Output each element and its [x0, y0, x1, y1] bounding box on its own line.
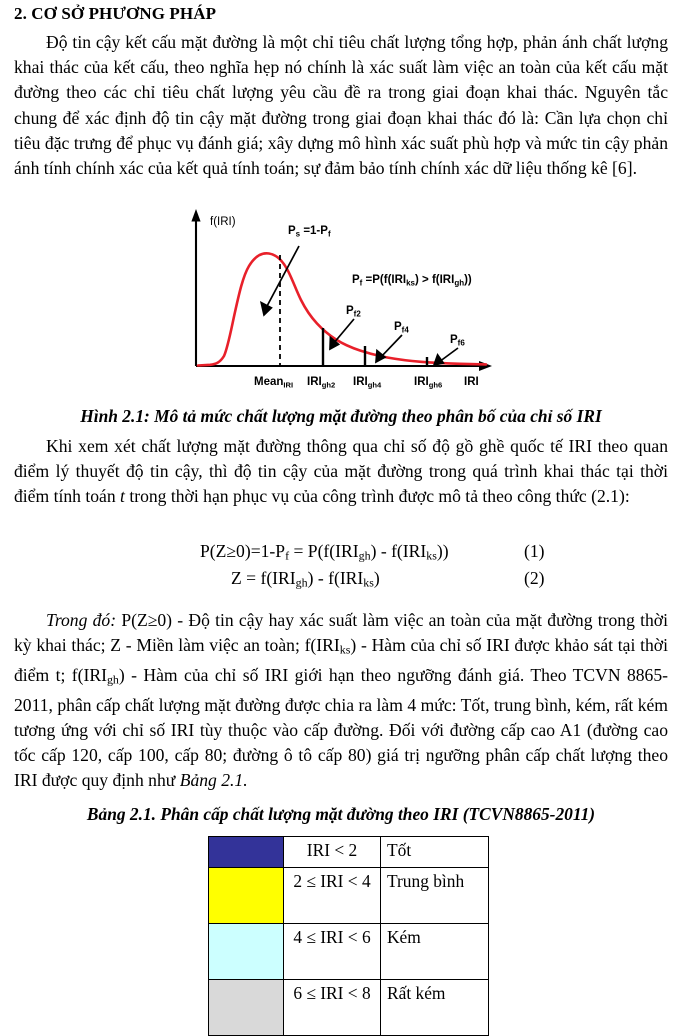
- table-cell-range: 6 ≤ IRI < 8: [284, 980, 381, 1036]
- table-cell-range: 2 ≤ IRI < 4: [284, 868, 381, 924]
- x-tick-label-gh6: $IRI_{gh6}$: [414, 376, 443, 390]
- table-cell-color-swatch: [209, 924, 284, 980]
- table-cell-color-swatch: [209, 868, 284, 924]
- table-cell-label: Trung bình: [381, 868, 489, 924]
- arrow-pf2: [333, 319, 354, 344]
- table-cell-range: 4 ≤ IRI < 6: [284, 924, 381, 980]
- paragraph-iri-quality: Khi xem xét chất lượng mặt đường thông qua chỉ số độ gồ ghề quốc tế IRI theo quan điểm lý thuyết độ tin cậy, thì độ tin cậy của mặt đường trong quá trình khai thác tại thời điểm tính toán t trong thời hạn phục vụ của công trình được mô tả theo công thức (2.1):: [14, 436, 668, 507]
- table-row: [209, 837, 489, 868]
- table-cell-color-swatch: [209, 837, 284, 868]
- y-axis-label: f(IRI): [210, 216, 236, 228]
- formula-row-2: [14, 568, 668, 594]
- arrow-ps: [266, 246, 299, 308]
- table-cell-color-swatch: [209, 980, 284, 1036]
- annotation-pf-formula: $P_f =P(f(IRI_{ks}) > f(IRI_{gh}))$: [352, 274, 472, 288]
- x-tick-label-gh4: $IRI_{gh4}$: [353, 376, 382, 390]
- x-tick-label-gh2: $IRI_{gh2}$: [307, 376, 336, 390]
- formula-1-number: (1): [524, 541, 545, 561]
- annotation-pf2: $P_{f2}$: [346, 305, 361, 319]
- annotation-pf4: $P_{f4}$: [394, 321, 409, 335]
- annotation-pf6: $P_{f6}$: [450, 334, 465, 348]
- color-swatch-dark-blue: [209, 837, 283, 867]
- table-caption: Bảng 2.1. Phân cấp chất lượng mặt đường theo IRI (TCVN8865-2011): [86, 804, 596, 824]
- table-cell-range: IRI < 2: [284, 837, 381, 868]
- color-swatch-yellow: [209, 868, 283, 923]
- table-cell-label: Tốt: [381, 837, 489, 868]
- page-title: 2. CƠ SỞ PHƯƠNG PHÁP: [14, 4, 217, 23]
- figure-iri-distribution: [176, 204, 506, 400]
- formula-2-body: $Z = f(IRI_{gh}) - f(IRI_{ks})$: [231, 568, 380, 590]
- x-tick-label-mean: Mean$_{IRI}$: [254, 376, 294, 390]
- figure-caption: Hình 2.1: Mô tả mức chất lượng mặt đường theo phân bố của chỉ số IRI: [80, 406, 602, 426]
- table-row: [209, 980, 489, 1036]
- formula-1-body: $P(Z\ge 0)=1-P_f = P(f(IRI_{gh}) - f(IRI_{ks}))$: [200, 541, 449, 563]
- x-axis-title: IRI: [464, 376, 479, 388]
- annotation-ps: $P_s =1-P_f$: [288, 225, 331, 239]
- table-cell-label: Kém: [381, 924, 489, 980]
- iri-classification-table: [208, 836, 489, 1036]
- paragraph-definitions: Trong đó: P(Z≥0) - Độ tin cậy hay xác suất làm việc an toàn của mặt đường trong thời kỳ khai thác; Z - Miền làm việc an toàn; $f(IRI_{ks})$ - Hàm của chỉ số IRI được khảo sát tại thời điểm t; $f(IRI_{gh})$ - Hàm của chỉ số IRI giới hạn theo ngưỡng đánh giá. Theo TCVN 8865-2011, phân cấp chất lượng mặt đường được chia ra làm 4 mức: Tốt, trung bình, kém, rất kém tương ứng với chỉ số IRI tùy thuộc vào cấp đường. Đối với đường cấp cao A1 (đường cao tốc cấp 120, cấp 100, cấp 80; đường ô tô cấp 80) giá trị ngưỡng phân cấp chất lượng theo IRI được quy định như Bảng 2.1.: [14, 610, 668, 791]
- formula-2-number: (2): [524, 568, 545, 588]
- density-curve: [198, 253, 486, 365]
- color-swatch-light-cyan: [209, 924, 283, 979]
- color-swatch-light-gray: [209, 980, 283, 1035]
- table-row: [209, 924, 489, 980]
- arrow-pf4: [380, 335, 402, 358]
- paragraph-intro: Độ tin cậy kết cấu mặt đường là một chỉ tiêu chất lượng tổng hợp, phản ánh chất lượng khai thác của kết cấu, theo nghĩa hẹp nó chính là xác suất làm việc an toàn của kết cấu mặt đường theo các chỉ tiêu chất lượng yêu cầu đề ra trong giai đoạn khai thác. Nguyên tắc chung để xác định độ tin cậy mặt đường trong giai đoạn khai thác đó là: Cần lựa chọn chỉ tiêu đặc trưng để phục vụ đánh giá; xây dựng mô hình xác suất phù hợp và mức tin cậy phản ánh tính chính xác của kết quả tính toán; sự đảm bảo tính chính xác dữ liệu thống kê [6].: [14, 32, 668, 179]
- y-axis: [191, 209, 200, 366]
- table-row: [209, 868, 489, 924]
- formula-row-1: [14, 541, 668, 567]
- table-cell-label: Rất kém: [381, 980, 489, 1036]
